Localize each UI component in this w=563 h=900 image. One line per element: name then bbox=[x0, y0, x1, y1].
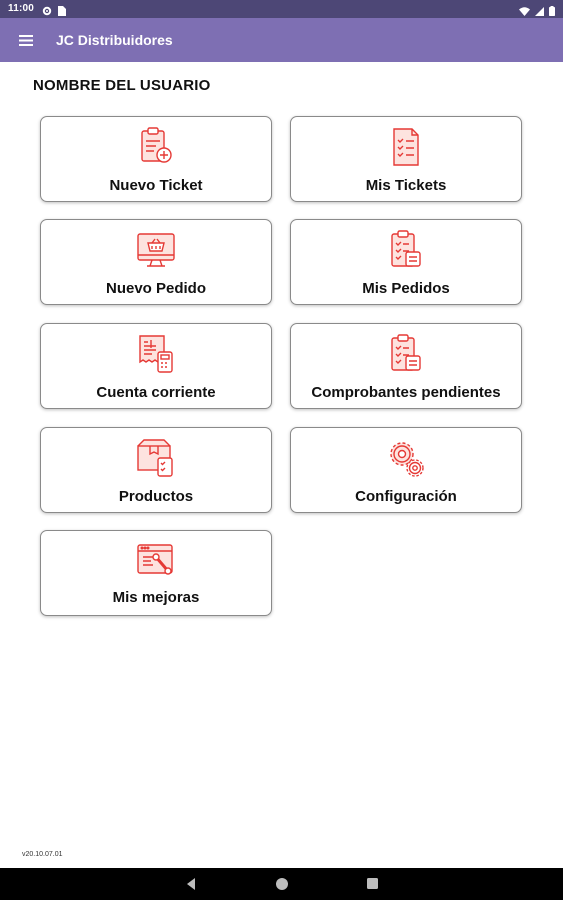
tile-label: Nuevo Pedido bbox=[105, 280, 206, 297]
clipboard-list-icon bbox=[384, 228, 428, 272]
tile-label: Configuración bbox=[355, 488, 457, 505]
recent-apps-icon[interactable] bbox=[367, 878, 378, 889]
tile-mis-tickets[interactable] bbox=[290, 116, 522, 202]
tile-configuracion[interactable] bbox=[290, 427, 522, 513]
status-time: 11:00 bbox=[8, 3, 35, 14]
app-version: v20.10.07.01 bbox=[22, 851, 63, 858]
tile-nuevo-pedido[interactable] bbox=[40, 219, 272, 305]
tile-comprobantes-pendientes[interactable] bbox=[290, 323, 522, 409]
tile-label: Productos bbox=[118, 488, 194, 505]
tile-label: Nuevo Ticket bbox=[109, 177, 203, 194]
tile-label: Mis Pedidos bbox=[362, 280, 450, 297]
checklist-document-icon bbox=[384, 125, 428, 169]
clipboard-add-icon bbox=[134, 125, 178, 169]
tile-productos[interactable] bbox=[40, 427, 272, 513]
tile-nuevo-ticket[interactable] bbox=[40, 116, 272, 202]
monitor-basket-icon bbox=[134, 228, 178, 272]
tile-label: Mis mejoras bbox=[112, 589, 200, 606]
status-bar bbox=[0, 0, 563, 18]
tile-label: Comprobantes pendientes bbox=[311, 384, 501, 401]
box-checklist-icon bbox=[134, 436, 178, 480]
gears-icon bbox=[384, 436, 428, 480]
hamburger-menu-icon[interactable] bbox=[15, 30, 37, 50]
home-icon[interactable] bbox=[276, 878, 288, 890]
tile-mis-mejoras[interactable] bbox=[40, 530, 272, 616]
user-name: NOMBRE DEL USUARIO bbox=[33, 77, 211, 94]
back-icon[interactable] bbox=[184, 877, 198, 891]
app-title: JC Distribuidores bbox=[56, 32, 173, 48]
tile-label: Cuenta corriente bbox=[96, 384, 216, 401]
tile-mis-pedidos[interactable] bbox=[290, 219, 522, 305]
nav-bar bbox=[0, 868, 563, 900]
browser-wrench-icon bbox=[134, 539, 178, 583]
app-bar bbox=[0, 18, 563, 62]
tile-label: Mis Tickets bbox=[365, 177, 447, 194]
pending-vouchers-icon bbox=[384, 332, 428, 376]
receipt-calculator-icon bbox=[134, 332, 178, 376]
tile-cuenta-corriente[interactable] bbox=[40, 323, 272, 409]
